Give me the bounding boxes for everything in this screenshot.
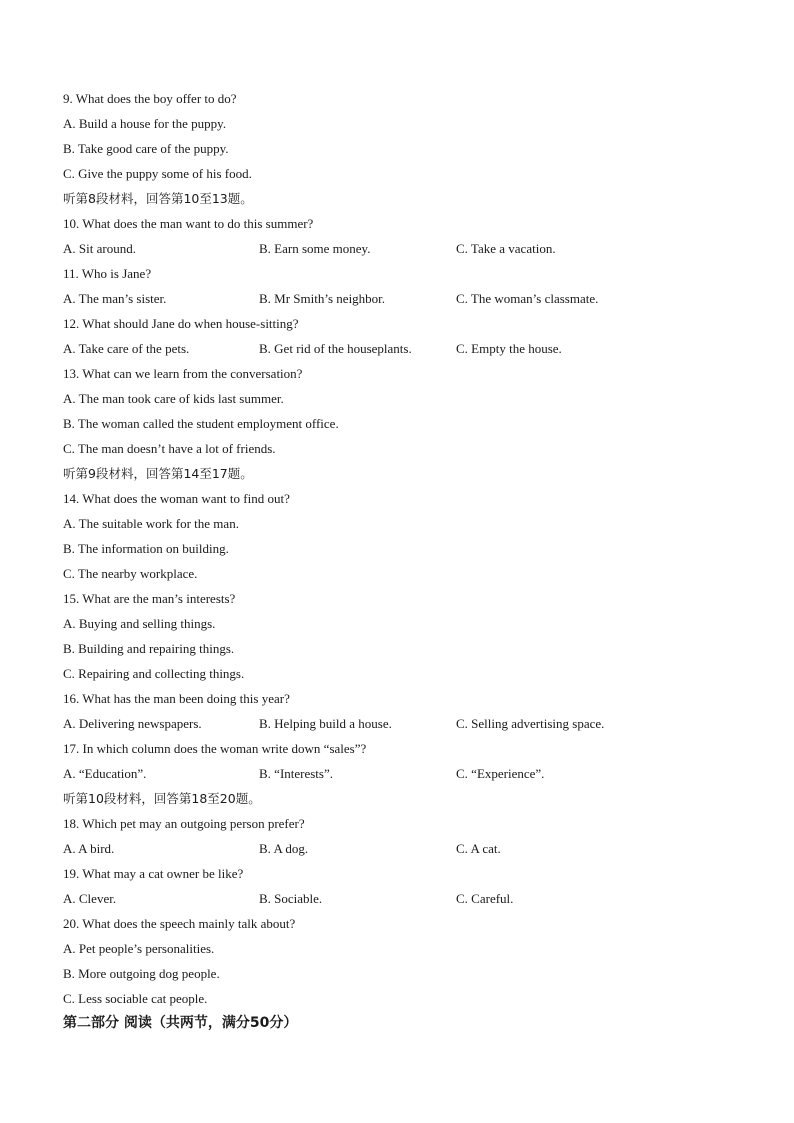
option-b: B. “Interests”. bbox=[259, 766, 334, 781]
option-c: C. Empty the house. bbox=[456, 341, 562, 356]
question-line: C. Less sociable cat people. bbox=[63, 991, 208, 1006]
option-c: C. Careful. bbox=[456, 891, 514, 906]
option-c: C. Take a vacation. bbox=[456, 241, 556, 256]
question-line: B. More outgoing dog people. bbox=[63, 966, 220, 981]
question-line: A. The man took care of kids last summer. bbox=[63, 391, 284, 406]
question-line: 20. What does the speech mainly talk about? bbox=[63, 916, 296, 931]
option-b: B. A dog. bbox=[259, 841, 309, 856]
question-line: C. Repairing and collecting things. bbox=[63, 666, 245, 681]
question-line: 19. What may a cat owner be like? bbox=[63, 866, 244, 881]
question-line: C. Give the puppy some of his food. bbox=[63, 166, 252, 181]
listening-instruction: 听第10段材料，回答第18至20题。 bbox=[63, 791, 261, 806]
option-a: A. “Education”. bbox=[63, 766, 147, 781]
listening-instruction: 听第9段材料，回答第14至17题。 bbox=[63, 466, 253, 481]
question-line: B. The woman called the student employment office. bbox=[63, 416, 339, 431]
option-a: A. Take care of the pets. bbox=[63, 341, 190, 356]
listening-instruction: 听第8段材料，回答第10至13题。 bbox=[63, 191, 253, 206]
question-line: 15. What are the man’s interests? bbox=[63, 591, 236, 606]
question-line: 12. What should Jane do when house-sitting? bbox=[63, 316, 299, 331]
option-b: B. Mr Smith’s neighbor. bbox=[259, 291, 386, 306]
question-line: A. Buying and selling things. bbox=[63, 616, 216, 631]
section-heading: 第二部分 阅读（共两节，满分50分） bbox=[63, 1015, 298, 1031]
question-line: 14. What does the woman want to find out? bbox=[63, 491, 290, 506]
option-a: A. Clever. bbox=[63, 891, 117, 906]
option-c: C. A cat. bbox=[456, 841, 501, 856]
question-line: 10. What does the man want to do this summer? bbox=[63, 216, 314, 231]
question-line: A. Pet people’s personalities. bbox=[63, 941, 215, 956]
option-c: C. Selling advertising space. bbox=[456, 716, 605, 731]
option-b: B. Earn some money. bbox=[259, 241, 371, 256]
option-c: C. “Experience”. bbox=[456, 766, 545, 781]
option-a: A. Sit around. bbox=[63, 241, 136, 256]
question-line: B. The information on building. bbox=[63, 541, 229, 556]
question-line: 9. What does the boy offer to do? bbox=[63, 91, 237, 106]
question-line: B. Take good care of the puppy. bbox=[63, 141, 229, 156]
question-line: 16. What has the man been doing this year? bbox=[63, 691, 290, 706]
question-line: 11. Who is Jane? bbox=[63, 266, 152, 281]
option-a: A. A bird. bbox=[63, 841, 115, 856]
question-line: 13. What can we learn from the conversation? bbox=[63, 366, 303, 381]
option-a: A. The man’s sister. bbox=[63, 291, 167, 306]
question-line: C. The man doesn’t have a lot of friends. bbox=[63, 441, 276, 456]
question-line: C. The nearby workplace. bbox=[63, 566, 198, 581]
question-line: B. Building and repairing things. bbox=[63, 641, 235, 656]
question-line: A. The suitable work for the man. bbox=[63, 516, 239, 531]
question-line: 18. Which pet may an outgoing person prefer? bbox=[63, 816, 305, 831]
option-b: B. Sociable. bbox=[259, 891, 323, 906]
question-line: 17. In which column does the woman write down “sales”? bbox=[63, 741, 367, 756]
option-b: B. Get rid of the houseplants. bbox=[259, 341, 412, 356]
option-b: B. Helping build a house. bbox=[259, 716, 392, 731]
option-c: C. The woman’s classmate. bbox=[456, 291, 599, 306]
question-line: A. Build a house for the puppy. bbox=[63, 116, 227, 131]
option-a: A. Delivering newspapers. bbox=[63, 716, 202, 731]
